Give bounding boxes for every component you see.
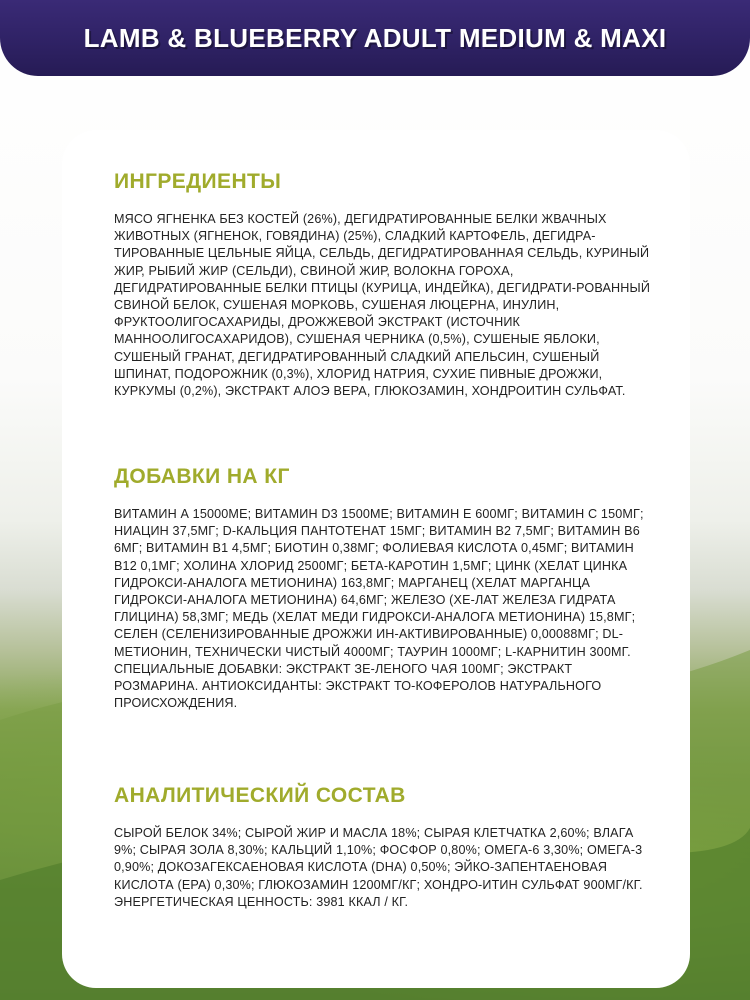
title-banner [0,0,750,76]
analytical-text-block [114,825,654,911]
additives-section [114,465,654,712]
ingredients-text: МЯСО ЯГНЕНКА БЕЗ КОСТЕЙ (26%), ДЕГИДРАТИРОВАННЫЕ БЕЛКИ ЖВАЧНЫХ ЖИВОТНЫХ (ЯГНЕНОК, ГОВЯДИНА) (25%), СЛАДКИЙ КАРТОФЕЛЬ, ДЕГИДРА-ТИРОВАННЫЕ ЦЕЛЬНЫЕ ЯЙЦА, СЕЛЬДЬ, ДЕГИДРАТИРОВАННАЯ СЕЛЬДЬ, КУРИНЫЙ ЖИР, РЫБИЙ ЖИР (СЕЛЬДИ), СВИНОЙ ЖИР, ВОЛОКНА ГОРОХА, ДЕГИДРАТИРОВАННЫЕ БЕЛКИ ПТИЦЫ (КУРИЦА, ИНДЕЙКА), ДЕГИДРАТИ-РОВАННЫЙ СВИНОЙ БЕЛОК, СУШЕНАЯ МОРКОВЬ, СУШЕНАЯ ЛЮЦЕРНА, ИНУЛИН, ФРУКТООЛИГОСАХАРИДЫ, ДРОЖЖЕВОЙ ЭКСТРАКТ (ИСТОЧНИК МАННООЛИГОСАХАРИДОВ), СУШЕНАЯ ЧЕРНИКА (0,5%), СУШЕНЫЕ ЯБЛОКИ, СУШЕНЫЙ ГРАНАТ, ДЕГИДРАТИРОВАННЫЙ СЛАДКИЙ АПЕЛЬСИН, СУШЕНЫЙ ШПИНАТ, ПОДОРОЖНИК (0,3%), ХЛОРИД НАТРИЯ, СУХИЕ ПИВНЫЕ ДРОЖЖИ, КУРКУМЫ (0,2%), ЭКСТРАКТ АЛОЭ ВЕРА, ГЛЮКОЗАМИН, ХОНДРОИТИН СУЛЬФАТ. [114,212,651,399]
additives-text: ВИТАМИН А 15000МЕ; ВИТАМИН D3 1500МЕ; ВИТАМИН Е 600МГ; ВИТАМИН С 150МГ; НИАЦИН 37,5МГ; D-КАЛЬЦИЯ ПАНТОТЕНАТ 15МГ; ВИТАМИН В2 7,5МГ; ВИТАМИН В6 6МГ; ВИТАМИН В1 4,5МГ; БИОТИН 0,38МГ; ФОЛИЕВАЯ КИСЛОТА 0,45МГ; ВИТАМИН В12 0,1МГ; ХОЛИНА ХЛОРИД 2500МГ; БЕТА-КАРОТИН 1,5МГ; ЦИНК (ХЕЛАТ ЦИНКА ГИДРОКСИ-АНАЛОГА МЕТИОНИНА) 163,8МГ; МАРГАНЕЦ (ХЕЛАТ МАРГАНЦА ГИДРОКСИ-АНАЛОГА МЕТИОНИНА) 64,6МГ; ЖЕЛЕЗО (ХЕ-ЛАТ ЖЕЛЕЗА ГИДРАТА ГЛИЦИНА) 58,3МГ; МЕДЬ (ХЕЛАТ МЕДИ ГИДРОКСИ-АНАЛОГА МЕТИОНИНА) 15,8МГ; СЕЛЕН (СЕЛЕНИЗИРОВАННЫЕ ДРОЖЖИ ИН-АКТИВИРОВАННЫЕ) 0,00088МГ; DL-МЕТИОНИН, ТЕХНИЧЕСКИ ЧИСТЫЙ 4000МГ; ТАУРИН 1000МГ; L-КАРНИТИН 300МГ. СПЕЦИАЛЬНЫЕ ДОБАВКИ: ЭКСТРАКТ ЗЕ-ЛЕНОГО ЧАЯ 100МГ; ЭКСТРАКТ РОЗМАРИНА. АНТИОКСИДАНТЫ: ЭКСТРАКТ ТО-КОФЕРОЛОВ НАТУРАЛЬНОГО ПРОИСХОЖДЕНИЯ. [114,507,644,711]
energy-value: ЭНЕРГЕТИЧЕСКАЯ ЦЕННОСТЬ: 3981 ККАЛ / КГ. [114,894,409,909]
ingredients-heading: ИНГРЕДИЕНТЫ [114,170,282,193]
analytical-heading: АНАЛИТИЧЕСКИЙ СОСТАВ [114,784,406,807]
analytical-section [114,784,654,911]
analytical-text: СЫРОЙ БЕЛОК 34%; СЫРОЙ ЖИР И МАСЛА 18%; СЫРАЯ КЛЕТЧАТКА 2,60%; ВЛАГА 9%; СЫРАЯ ЗОЛА 8,30%; КАЛЬЦИЙ 1,10%; ФОСФОР 0,80%; ОМЕГА-6 3,30%; ОМЕГА-3 0,90%; ДОКОЗАГЕКСАЕНОВАЯ КИСЛОТА (DHA) 0,50%; ЭЙКО-ЗАПЕНТАЕНОВАЯ КИСЛОТА (EPA) 0,30%; ГЛЮКОЗАМИН 1200МГ/КГ; ХОНДРО-ИТИН СУЛЬФАТ 900МГ/КГ. [114,826,643,892]
info-card [62,130,690,988]
additives-heading: ДОБАВКИ НА КГ [114,465,290,488]
ingredients-section [114,170,654,400]
product-title: LAMB & BLUEBERRY ADULT MEDIUM & MAXI [83,22,667,53]
